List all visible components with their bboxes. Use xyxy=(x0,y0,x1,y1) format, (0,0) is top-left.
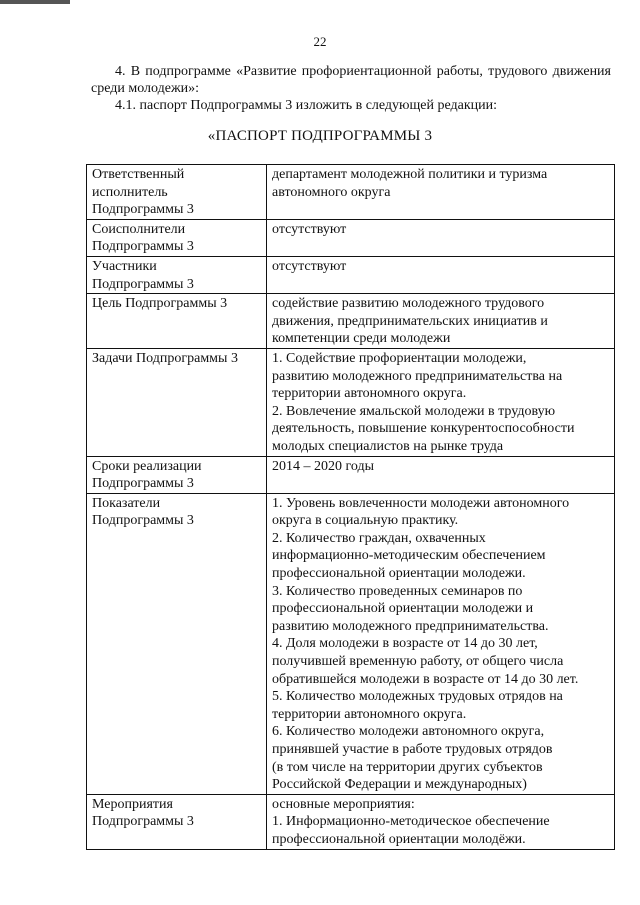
row-value-line: молодых специалистов на рынке труда xyxy=(272,438,504,454)
row-label-line: Ответственный xyxy=(92,167,185,182)
row-value-line: 6. Количество молодежи автономного округа, xyxy=(272,724,545,740)
row-value-line: деятельность, повышение конкурентоспособности xyxy=(272,421,575,437)
row-value-cell xyxy=(267,219,615,256)
row-value-cell xyxy=(267,294,615,349)
row-value-line: профессиональной ориентации молодёжи. xyxy=(272,831,526,847)
row-value-line: территории автономного округа. xyxy=(272,706,467,722)
row-value-line: 2014 – 2020 годы xyxy=(272,458,375,474)
row-value-cell xyxy=(267,165,615,220)
passport-table-body xyxy=(87,165,615,850)
row-label-line: исполнитель xyxy=(92,184,168,200)
row-value-line: получившей временную работу, от общего числа xyxy=(272,654,564,670)
row-value-line: 1. Содействие профориентации молодежи, xyxy=(272,350,527,366)
page-number: 22 xyxy=(313,34,327,49)
row-value-line: компетенции среди молодежи xyxy=(272,331,451,347)
row-label-cell xyxy=(87,256,267,293)
row-label-line: Цель Подпрограммы 3 xyxy=(92,296,228,312)
row-value-line: 2. Количество граждан, охваченных xyxy=(272,530,486,546)
table-row xyxy=(87,794,615,849)
row-value-line: 1. Уровень вовлеченности молодежи автономного xyxy=(272,495,570,511)
table-row xyxy=(87,256,615,293)
intro-paragraph-1: 4. В подпрограмме «Развитие профориентационной работы, трудового движения среди молодежи»: xyxy=(91,64,611,96)
row-value-line: (в том числе на территории других субъектов xyxy=(272,759,543,775)
row-label-line: Участники xyxy=(92,258,157,274)
row-value-line: департамент молодежной политики и туризма xyxy=(272,167,548,182)
row-label-line: Мероприятия xyxy=(92,796,173,812)
row-value-cell xyxy=(267,794,615,849)
row-value-line: автономного округа xyxy=(272,184,391,200)
row-label-line: Сроки реализации xyxy=(92,458,202,474)
row-label-line: Подпрограммы 3 xyxy=(92,239,194,255)
row-value-cell xyxy=(267,348,615,456)
table-row xyxy=(87,294,615,349)
table-row xyxy=(87,219,615,256)
row-value-line: профессиональной ориентации молодежи. xyxy=(272,566,526,582)
passport-table xyxy=(86,164,615,850)
row-label-cell xyxy=(87,794,267,849)
row-value-line: отсутствуют xyxy=(272,221,347,237)
row-value-line: обратившейся молодежи в возрасте от 14 до 30 лет. xyxy=(272,671,579,687)
intro-paragraph-2: 4.1. паспорт Подпрограммы 3 изложить в следующей редакции: xyxy=(115,98,498,113)
row-value-line: территории автономного округа. xyxy=(272,386,467,402)
row-label-line: Подпрограммы 3 xyxy=(92,513,194,529)
row-value-line: движения, предпринимательских инициатив и xyxy=(272,313,548,329)
table-row xyxy=(87,456,615,493)
table-row xyxy=(87,348,615,456)
row-label-line: Подпрограммы 3 xyxy=(92,202,194,218)
table-row xyxy=(87,165,615,220)
row-value-line: округа в социальную практику. xyxy=(272,513,459,529)
row-label-line: Подпрограммы 3 xyxy=(92,814,194,830)
row-value-line: 2. Вовлечение ямальской молодежи в трудовую xyxy=(272,403,556,419)
row-value-line: развитию молодежного предпринимательства. xyxy=(272,618,549,634)
row-value-line: содействие развитию молодежного трудового xyxy=(272,296,545,312)
row-label-cell xyxy=(87,165,267,220)
row-value-line: основные мероприятия: xyxy=(272,796,415,812)
row-label-cell xyxy=(87,219,267,256)
row-label-line: Подпрограммы 3 xyxy=(92,276,194,292)
row-value-line: принявшей участие в работе трудовых отрядов xyxy=(272,742,553,757)
row-value-cell xyxy=(267,256,615,293)
passport-title: «ПАСПОРТ ПОДПРОГРАММЫ 3 xyxy=(207,128,433,144)
row-value-line: профессиональной ориентации молодежи и xyxy=(272,601,534,617)
row-label-line: Показатели xyxy=(92,495,161,511)
row-value-line: 4. Доля молодежи в возрасте от 14 до 30 лет, xyxy=(272,636,538,652)
scan-edge-mark xyxy=(0,0,70,4)
row-label-line: Задачи Подпрограммы 3 xyxy=(92,350,238,366)
row-value-cell xyxy=(267,456,615,493)
row-label-line: Подпрограммы 3 xyxy=(92,476,194,492)
row-value-line: 5. Количество молодежных трудовых отрядов на xyxy=(272,689,563,705)
row-value-cell xyxy=(267,493,615,794)
row-label-cell xyxy=(87,493,267,794)
row-label-cell xyxy=(87,456,267,493)
row-value-line: отсутствуют xyxy=(272,258,347,274)
row-label-line: Соисполнители xyxy=(92,221,186,237)
row-value-line: информационно-методическим обеспечением xyxy=(272,548,546,564)
row-value-line: 1. Информационно-методическое обеспечение xyxy=(272,814,550,830)
row-label-cell xyxy=(87,294,267,349)
row-value-line: 3. Количество проведенных семинаров по xyxy=(272,583,523,599)
row-value-line: развитию молодежного предпринимательства на xyxy=(272,368,563,384)
table-row xyxy=(87,493,615,794)
row-value-line: Российской Федерации и международных) xyxy=(272,777,527,793)
row-label-cell xyxy=(87,348,267,456)
